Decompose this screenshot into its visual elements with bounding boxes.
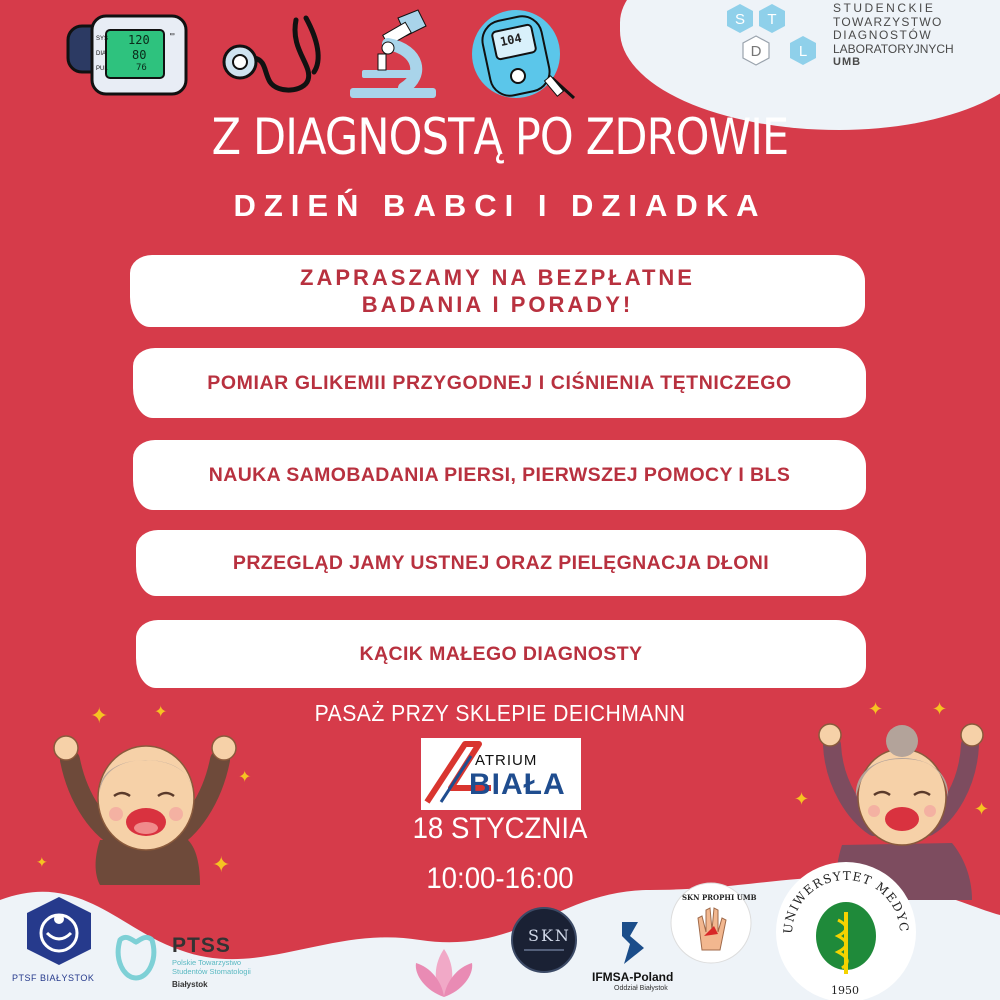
microscope-icon: [348, 4, 438, 100]
bp-sys-label: SYS: [96, 36, 109, 42]
sparkle-icon: ✦: [154, 704, 168, 721]
ifmsa-label: IFMSA-Poland: [592, 970, 674, 984]
skn-prophi-logo: [668, 880, 757, 966]
bp-dia-label: DIA: [96, 51, 107, 57]
stdl-letter-t: T: [767, 11, 777, 28]
stdl-logo: [725, 0, 820, 78]
lotus-logo: [404, 945, 484, 1000]
ifmsa-icon: [618, 918, 648, 968]
grandfather-illustration: [30, 720, 240, 885]
skn-prophi-label: SKN PROPHI UMB: [682, 893, 757, 902]
venue-text: PASAŻ PRZY SKLEPIE DEICHMANN: [314, 700, 686, 726]
atrium-bottom-text: BIAŁA: [469, 768, 566, 801]
stdl-letter-d: D: [750, 43, 762, 60]
ptsf-label: PTSF BIAŁYSTOK: [12, 973, 95, 983]
sparkle-icon: ✦: [36, 854, 48, 870]
glucometer-reading: 104: [498, 30, 523, 50]
stdl-line-4: LABORATORYJNYCH: [833, 41, 954, 56]
bp-sys-value: 120: [128, 33, 150, 47]
ptss-name: PTSS: [172, 934, 231, 957]
offer-card-oral-check: PRZEGLĄD JAMY USTNEJ ORAZ PIELĘGNACJA DŁONI: [136, 530, 866, 596]
sparkle-icon: ✦: [238, 769, 252, 786]
invite-line-2: BADANIA I PORADY!: [361, 292, 634, 317]
offer-card-kids-corner: KĄCIK MAŁEGO DIAGNOSTY: [136, 620, 866, 688]
bp-dia-value: 80: [132, 48, 147, 62]
sparkle-icon: ✦: [868, 699, 884, 719]
bp-pul-label: PUL: [96, 66, 108, 72]
umb-year: 1950: [831, 984, 859, 997]
sparkle-icon: ✦: [90, 703, 109, 728]
ptss-line-1: Polskie Towarzystwo: [172, 958, 242, 967]
blood-pressure-monitor-icon: [66, 8, 196, 100]
atrium-biala-logo: [421, 738, 581, 810]
event-hours: 10:00-16:00: [426, 862, 574, 895]
skn-letters: SKN: [528, 926, 571, 945]
offer-card-glycemia: POMIAR GLIKEMII PRZYGODNEJ I CIŚNIENIA TĘTNICZEGO: [133, 348, 866, 418]
page-subtitle: DZIEŃ BABCI I DZIADKA: [233, 188, 767, 223]
umb-ring-text: UNIWERSYTET MEDYC: [780, 868, 912, 935]
stdl-line-3: DIAGNOSTÓW: [833, 28, 933, 42]
stdl-letter-s: S: [734, 11, 746, 28]
page-title: Z DIAGNOSTĄ PO ZDROWIE: [211, 108, 789, 166]
ifmsa-sublabel: Oddział Białystok: [614, 985, 668, 992]
offer-card-self-exam: NAUKA SAMOBADANIA PIERSI, PIERWSZEJ POMOCY I BLS: [133, 440, 866, 510]
ptss-city: Białystok: [172, 980, 208, 989]
atrium-top-text: ATRIUM: [475, 752, 538, 769]
ptss-tooth-icon: [110, 930, 162, 982]
bp-pul-value: 76: [136, 63, 147, 73]
stethoscope-icon: [218, 10, 328, 100]
stdl-line-1: STUDENCKIE: [833, 1, 936, 15]
ptsf-logo: [22, 895, 96, 967]
stdl-line-2: TOWARZYSTWO: [833, 14, 943, 29]
sparkle-icon: ✦: [212, 852, 231, 877]
sparkle-icon: ✦: [932, 699, 948, 719]
sparkle-icon: ✦: [974, 799, 990, 819]
invite-line-1: ZAPRASZAMY NA BEZPŁATNE: [300, 265, 695, 290]
invite-card: [130, 255, 865, 327]
stdl-letter-l: L: [798, 43, 808, 60]
event-date: 18 STYCZNIA: [412, 812, 588, 845]
glucometer-icon: [466, 6, 582, 102]
ptss-line-2: Studentów Stomatologii: [172, 967, 251, 976]
svg-text:▭: ▭: [170, 30, 175, 38]
stdl-line-5: UMB: [833, 56, 862, 68]
sparkle-icon: ✦: [794, 789, 810, 809]
umb-seal: [772, 852, 920, 1000]
skn-logo: [510, 906, 578, 974]
stdl-name: [833, 2, 954, 70]
